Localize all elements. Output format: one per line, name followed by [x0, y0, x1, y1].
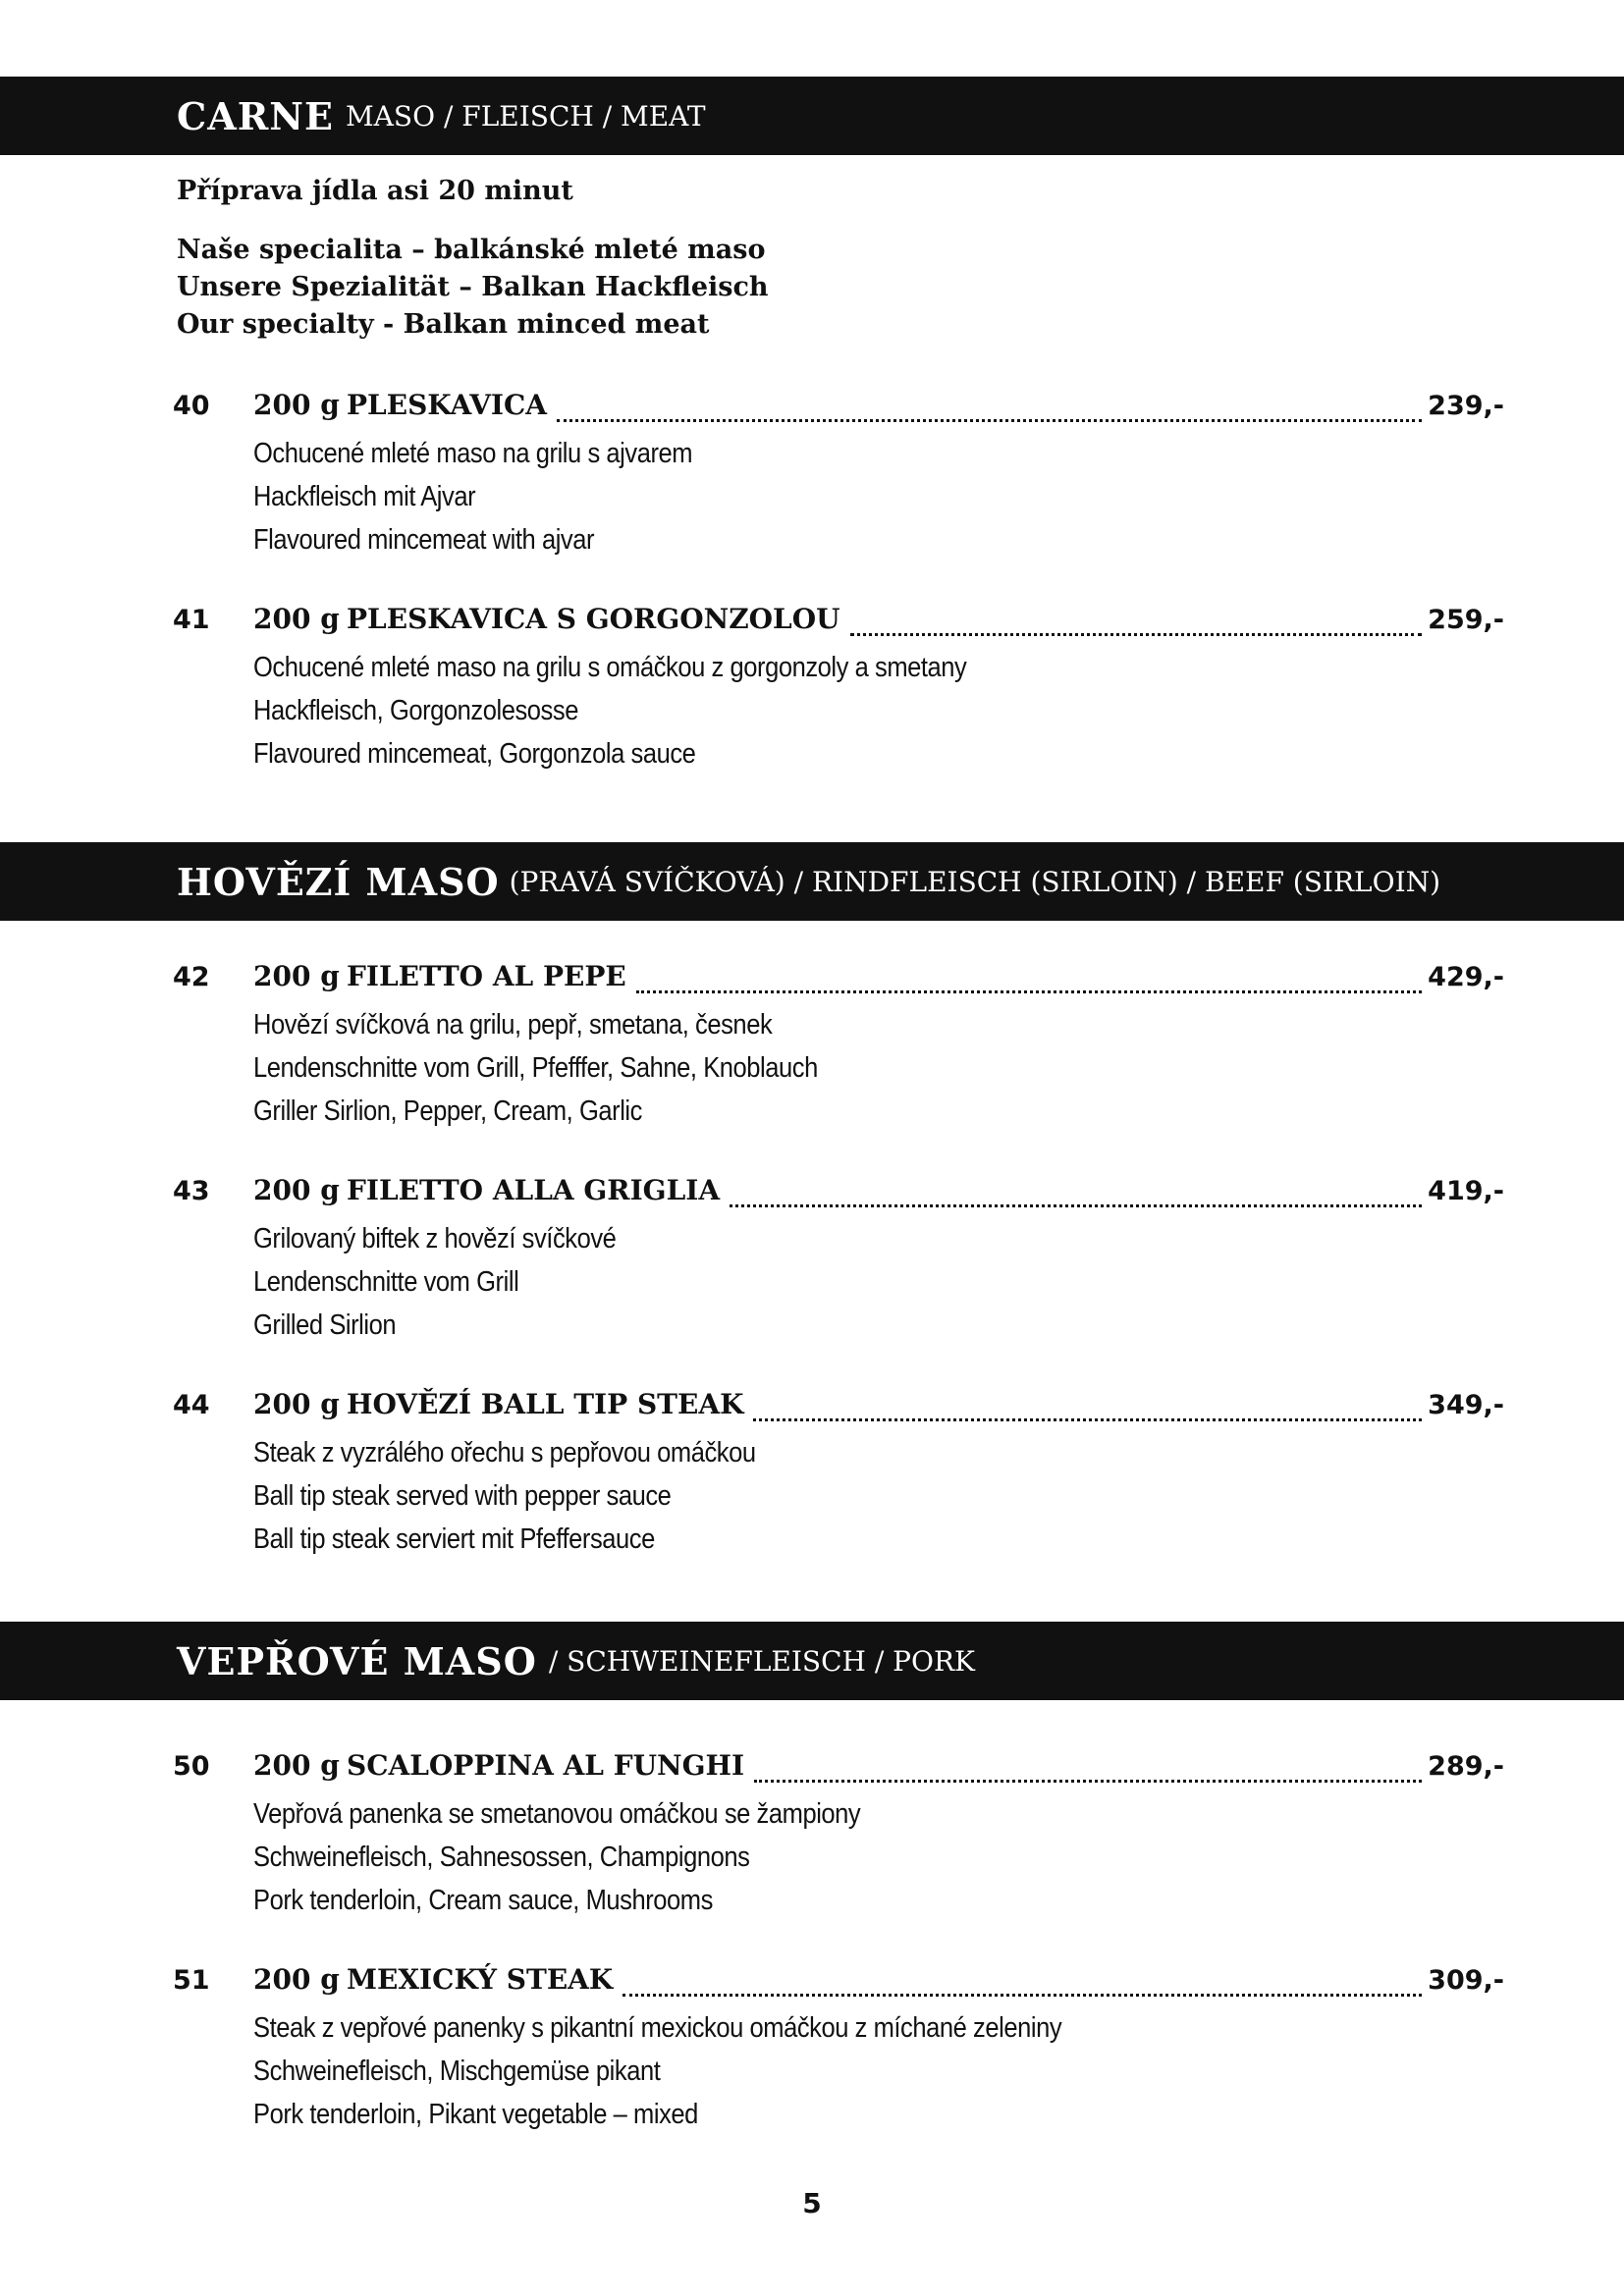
- item-name: PLESKAVICA S GORGONZOLOU: [347, 603, 840, 635]
- section-title: CARNE: [177, 93, 335, 138]
- menu-item-42: [173, 960, 1504, 1133]
- dot-leader: [850, 633, 1423, 636]
- item-weight: 200 g: [253, 960, 340, 992]
- item-price: 289,-: [1428, 1751, 1504, 1782]
- specialty-de: Unsere Spezialität – Balkan Hackfleisch: [177, 272, 769, 302]
- item-description-en: Ball tip steak served with pepper sauce: [253, 1480, 672, 1512]
- menu-item-heading: [173, 1749, 1504, 1792]
- item-number: 40: [173, 391, 210, 421]
- item-description-cz: Hovězí svíčková na grilu, pepř, smetana, česnek: [253, 1009, 773, 1041]
- menu-item-50: [173, 1749, 1504, 1922]
- dot-leader: [753, 1418, 1422, 1421]
- item-weight: 200 g: [253, 1749, 340, 1782]
- item-description-cz: Vepřová panenka se smetanovou omáčkou se žampiony: [253, 1798, 861, 1830]
- item-description-cz: Ochucené mleté maso na grilu s omáčkou z gorgonzoly a smetany: [253, 652, 967, 683]
- dot-leader: [623, 1994, 1422, 1997]
- menu-item-heading: [173, 960, 1504, 1003]
- item-price: 349,-: [1428, 1390, 1504, 1420]
- menu-item-heading: [173, 1963, 1504, 2006]
- item-number: 43: [173, 1176, 210, 1206]
- item-number: 50: [173, 1751, 210, 1782]
- dot-leader: [754, 1780, 1422, 1783]
- item-description-de: Hackfleisch, Gorgonzolesosse: [253, 695, 578, 726]
- menu-item-44: [173, 1388, 1504, 1561]
- section-header-beef: [0, 842, 1624, 921]
- item-description-en: Griller Sirlion, Pepper, Cream, Garlic: [253, 1095, 642, 1127]
- item-description-de: Schweinefleisch, Sahnesossen, Champignons: [253, 1842, 750, 1873]
- menu-item-heading: [173, 1388, 1504, 1431]
- dot-leader: [557, 419, 1422, 422]
- section-subtitle: (PRAVÁ SVÍČKOVÁ) / RINDFLEISCH (SIRLOIN) / BEEF (SIRLOIN): [509, 865, 1441, 898]
- item-name: MEXICKÝ STEAK: [347, 1963, 614, 1996]
- section-subtitle: MASO / FLEISCH / MEAT: [346, 99, 706, 133]
- item-description-cz: Steak z vyzrálého ořechu s pepřovou omáčkou: [253, 1437, 756, 1468]
- dot-leader: [730, 1204, 1422, 1207]
- menu-item-43: [173, 1174, 1504, 1347]
- item-description-cz: Ochucené mleté maso na grilu s ajvarem: [253, 438, 693, 469]
- item-name: SCALOPPINA AL FUNGHI: [347, 1749, 745, 1782]
- item-description-cz: Grilovaný biftek z hovězí svíčkové: [253, 1223, 617, 1255]
- item-price: 309,-: [1428, 1965, 1504, 1996]
- specialty-note: [177, 232, 769, 344]
- item-description-de: Lendenschnitte vom Grill, Pfefffer, Sahne, Knoblauch: [253, 1052, 818, 1084]
- menu-item-51: [173, 1963, 1504, 2136]
- dot-leader: [636, 990, 1422, 993]
- menu-item-40: [173, 389, 1504, 561]
- specialty-cz: Naše specialita – balkánské mleté maso: [177, 235, 766, 265]
- item-description-de: Ball tip steak serviert mit Pfeffersauce: [253, 1523, 655, 1555]
- item-price: 419,-: [1428, 1176, 1504, 1206]
- item-weight: 200 g: [253, 389, 340, 421]
- item-weight: 200 g: [253, 1174, 340, 1206]
- section-header-pork: [0, 1622, 1624, 1700]
- page-number: 5: [802, 2187, 822, 2219]
- specialty-en: Our specialty - Balkan minced meat: [177, 309, 710, 340]
- item-name: HOVĚZÍ BALL TIP STEAK: [347, 1388, 744, 1420]
- preparation-note: [177, 173, 573, 210]
- item-weight: 200 g: [253, 1388, 340, 1420]
- item-number: 44: [173, 1390, 210, 1420]
- item-description-en: Pork tenderloin, Pikant vegetable – mixed: [253, 2099, 698, 2130]
- item-description-en: Pork tenderloin, Cream sauce, Mushrooms: [253, 1885, 713, 1916]
- menu-item-heading: [173, 1174, 1504, 1217]
- menu-item-heading: [173, 603, 1504, 646]
- item-weight: 200 g: [253, 1963, 340, 1996]
- item-description-en: Flavoured mincemeat, Gorgonzola sauce: [253, 738, 696, 770]
- item-description-de: Hackfleisch mit Ajvar: [253, 481, 476, 512]
- item-name: FILETTO AL PEPE: [347, 960, 626, 992]
- item-number: 42: [173, 962, 210, 992]
- item-price: 239,-: [1428, 391, 1504, 421]
- menu-item-41: [173, 603, 1504, 775]
- item-name: FILETTO ALLA GRIGLIA: [347, 1174, 721, 1206]
- item-price: 429,-: [1428, 962, 1504, 992]
- section-title: HOVĚZÍ MASO: [177, 859, 500, 904]
- menu-item-heading: [173, 389, 1504, 432]
- section-subtitle: / SCHWEINEFLEISCH / PORK: [548, 1644, 975, 1678]
- section-header-carne: [0, 77, 1624, 155]
- section-title: VEPŘOVÉ MASO: [177, 1638, 537, 1683]
- item-description-en: Grilled Sirlion: [253, 1309, 397, 1341]
- item-description-de: Schweinefleisch, Mischgemüse pikant: [253, 2056, 661, 2087]
- item-description-de: Lendenschnitte vom Grill: [253, 1266, 519, 1298]
- item-description-cz: Steak z vepřové panenky s pikantní mexickou omáčkou z míchané zeleniny: [253, 2012, 1062, 2044]
- item-number: 51: [173, 1965, 210, 1996]
- item-name: PLESKAVICA: [347, 389, 548, 421]
- item-price: 259,-: [1428, 605, 1504, 635]
- preparation-time: Příprava jídla asi 20 minut: [177, 176, 573, 206]
- item-weight: 200 g: [253, 603, 340, 635]
- item-description-en: Flavoured mincemeat with ajvar: [253, 524, 595, 556]
- item-number: 41: [173, 605, 210, 635]
